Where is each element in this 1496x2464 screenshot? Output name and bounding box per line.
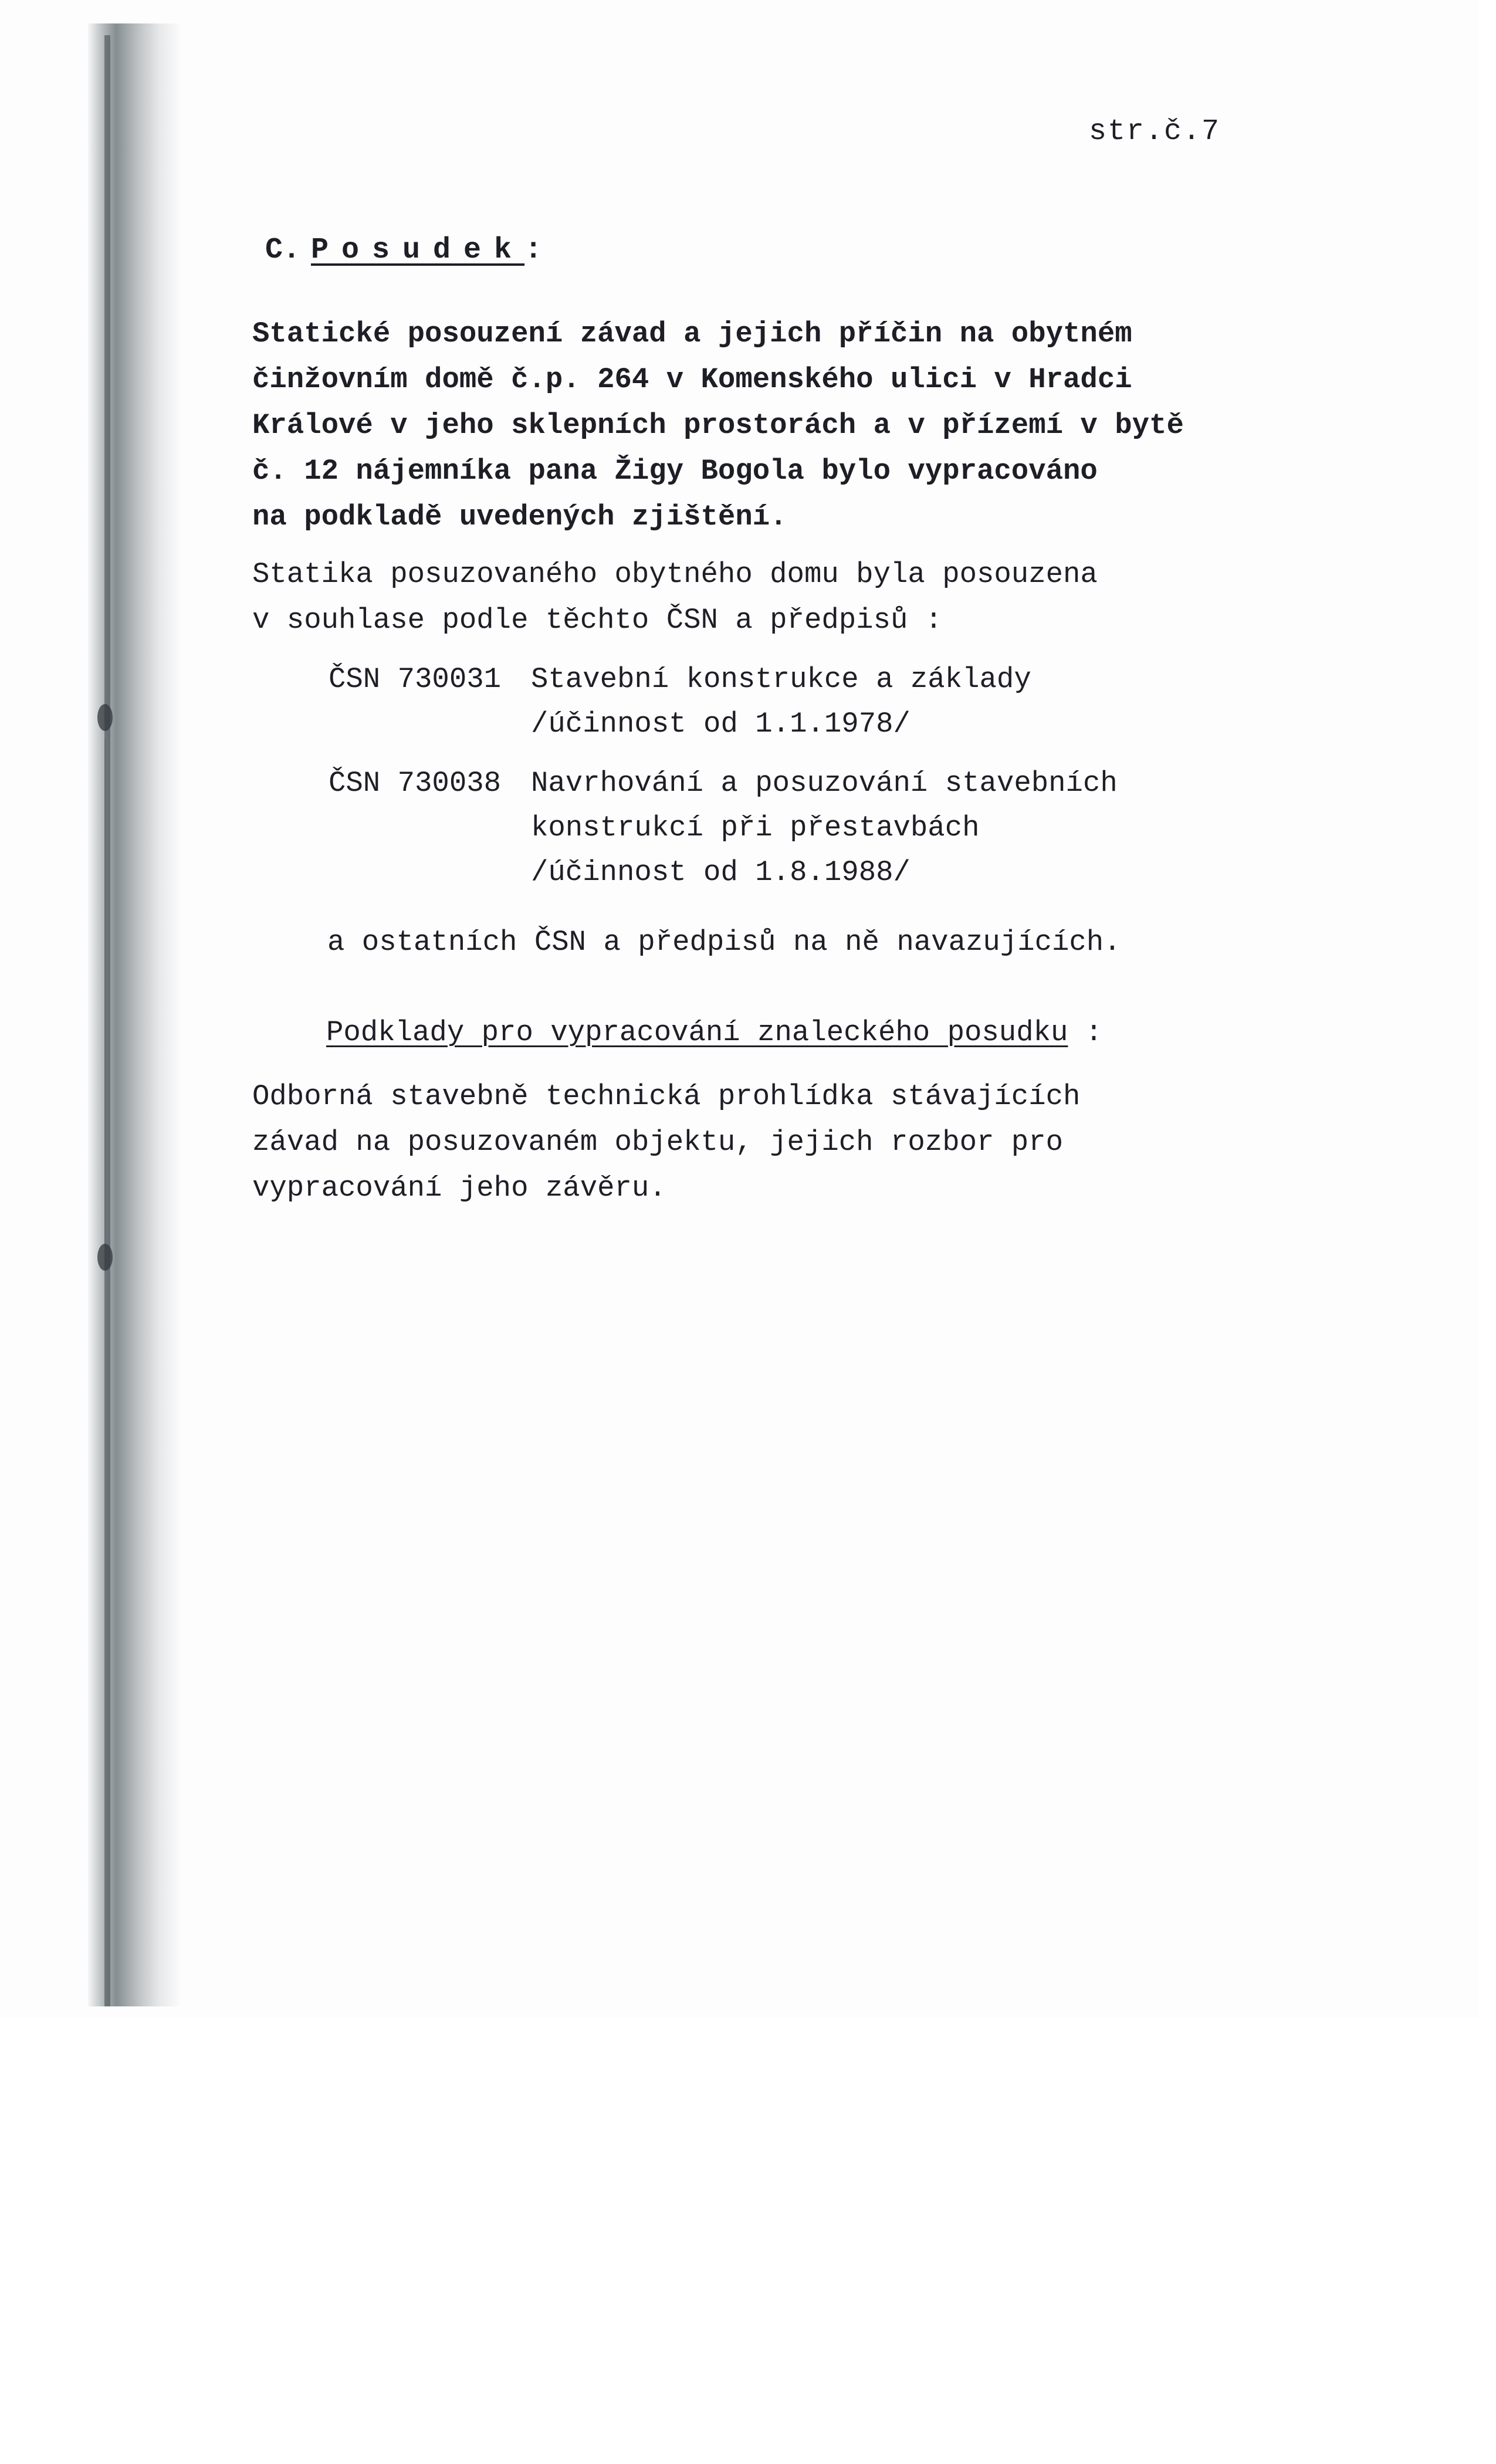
subsection-title: Podklady pro vypracování znaleckého posudku <box>326 1016 1068 1049</box>
paragraph-assessment-intro: Statické posouzení závad a jejich příčin na obytném činžovním domě č.p. 264 v Komenského ulici v Hradci Králové v jeho sklepních prostorách a v přízemí v bytě č. 12 nájemníka pana Žigy Bogola bylo vypracováno na podkladě uvedených zjištění. <box>252 317 1184 533</box>
page-number: str.č.7 <box>1089 115 1221 148</box>
norm-description: Stavební konstrukce a základy /účinnost od 1.1.1978/ <box>531 663 1031 740</box>
paragraph-inspection: Odborná stavebně technická prohlídka stávajících závad na posuzovaném objektu, jejich rozbor pro vypracování jeho závěru. <box>252 1080 1081 1204</box>
norm-code: ČSN 730038 <box>329 767 502 800</box>
section-heading <box>265 233 542 267</box>
margin-line <box>104 739 106 1244</box>
punch-hole <box>97 1244 113 1271</box>
paragraph-other-norms: a ostatních ČSN a předpisů na ně navazujících. <box>327 926 1121 959</box>
section-letter: C. <box>265 233 301 267</box>
punch-hole <box>97 704 113 731</box>
subsection-heading <box>326 1016 1102 1049</box>
section-title: Posudek <box>311 233 525 267</box>
section-suffix: : <box>524 233 543 267</box>
norm-description: Navrhování a posuzování stavebních konstrukcí při přestavbách /účinnost od 1.8.1988/ <box>531 767 1118 889</box>
binding-shadow <box>88 23 182 2006</box>
norm-code: ČSN 730031 <box>329 663 502 696</box>
subsection-suffix: : <box>1068 1016 1103 1049</box>
paragraph-statics-basis: Statika posuzovaného obytného domu byla posouzena v souhlase podle těchto ČSN a předpisů : <box>252 558 1098 637</box>
